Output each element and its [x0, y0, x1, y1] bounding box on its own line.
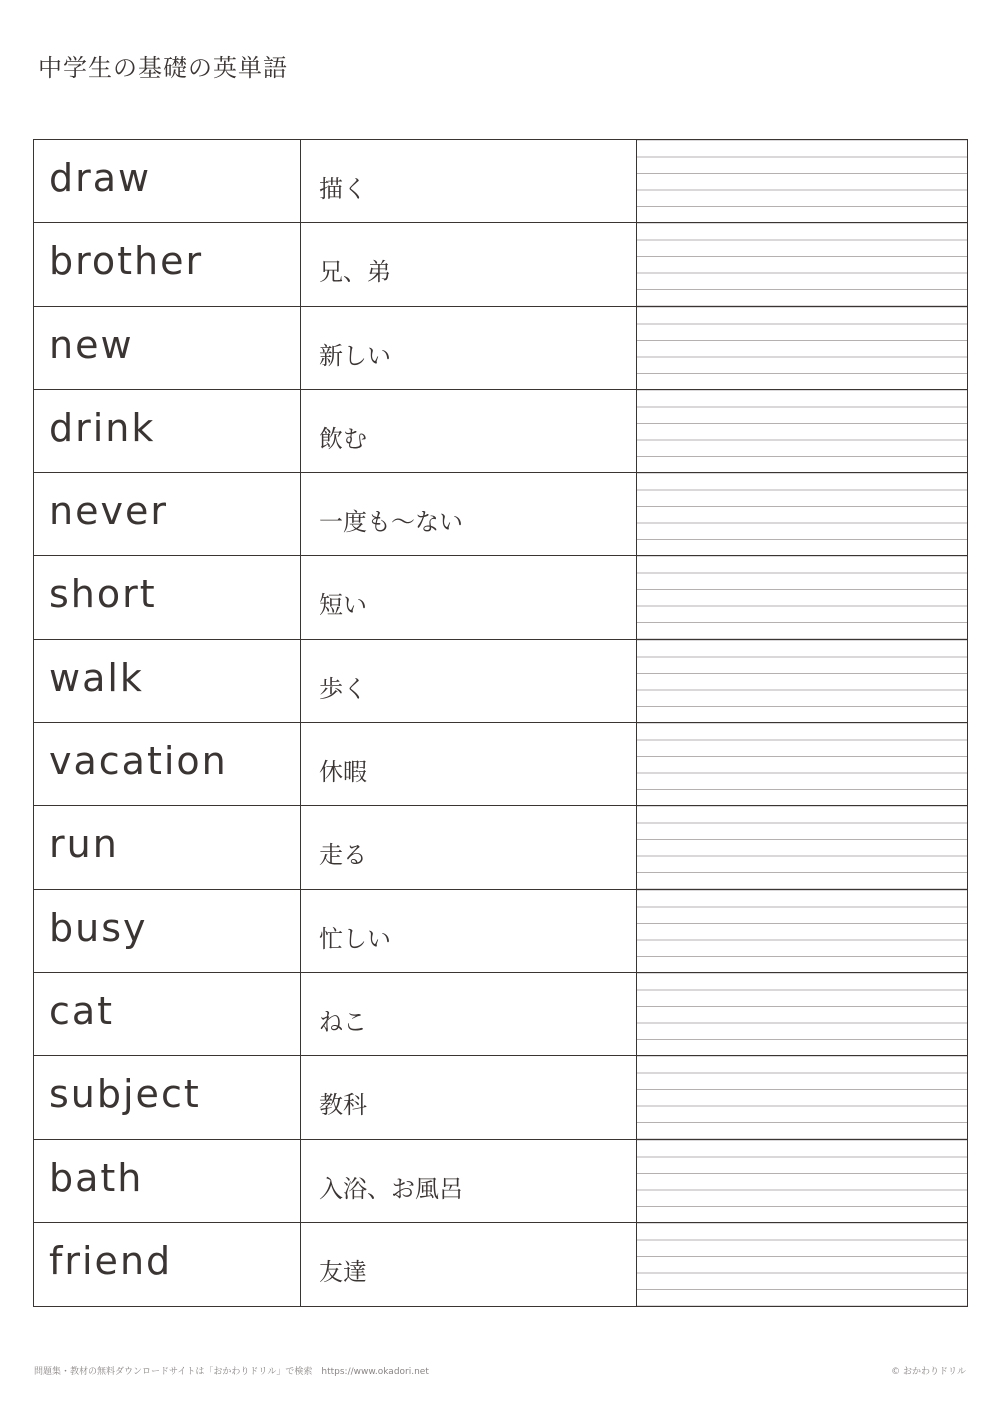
japanese-meaning: 飲む [301, 390, 637, 472]
writing-practice-area[interactable] [637, 140, 967, 222]
table-row [34, 890, 967, 973]
writing-practice-area[interactable] [637, 223, 967, 305]
table-row [34, 473, 967, 556]
writing-practice-area[interactable] [637, 1140, 967, 1222]
writing-practice-area[interactable] [637, 806, 967, 888]
table-row [34, 806, 967, 889]
footer-site-note: 問題集・教材の無料ダウンロードサイトは「おかわりドリル」で検索 https://www.okadori.net [34, 1367, 429, 1377]
vocabulary-table [33, 139, 968, 1307]
english-word: draw [34, 140, 301, 222]
japanese-meaning: 新しい [301, 307, 637, 389]
japanese-meaning: 忙しい [301, 890, 637, 972]
japanese-meaning: 描く [301, 140, 637, 222]
writing-practice-area[interactable] [637, 973, 967, 1055]
table-row [34, 640, 967, 723]
table-row [34, 307, 967, 390]
writing-practice-area[interactable] [637, 390, 967, 472]
english-word: friend [34, 1223, 301, 1306]
page-title: 中学生の基礎の英単語 [38, 54, 288, 82]
table-row [34, 223, 967, 306]
english-word: walk [34, 640, 301, 722]
english-word: busy [34, 890, 301, 972]
table-row [34, 723, 967, 806]
japanese-meaning: 一度も～ない [301, 473, 637, 555]
japanese-meaning: ねこ [301, 973, 637, 1055]
english-word: bath [34, 1140, 301, 1222]
footer-copyright: © おかわりドリル [891, 1367, 966, 1377]
japanese-meaning: 休暇 [301, 723, 637, 805]
writing-practice-area[interactable] [637, 473, 967, 555]
writing-practice-area[interactable] [637, 1223, 967, 1306]
table-row [34, 556, 967, 639]
writing-practice-area[interactable] [637, 1056, 967, 1138]
english-word: cat [34, 973, 301, 1055]
japanese-meaning: 歩く [301, 640, 637, 722]
japanese-meaning: 入浴、お風呂 [301, 1140, 637, 1222]
table-row [34, 140, 967, 223]
table-row [34, 1223, 967, 1306]
english-word: subject [34, 1056, 301, 1138]
table-row [34, 1056, 967, 1139]
table-row [34, 390, 967, 473]
english-word: brother [34, 223, 301, 305]
japanese-meaning: 短い [301, 556, 637, 638]
english-word: drink [34, 390, 301, 472]
writing-practice-area[interactable] [637, 723, 967, 805]
table-row [34, 973, 967, 1056]
english-word: never [34, 473, 301, 555]
writing-practice-area[interactable] [637, 556, 967, 638]
english-word: new [34, 307, 301, 389]
japanese-meaning: 走る [301, 806, 637, 888]
table-row [34, 1140, 967, 1223]
japanese-meaning: 教科 [301, 1056, 637, 1138]
japanese-meaning: 友達 [301, 1223, 637, 1306]
writing-practice-area[interactable] [637, 307, 967, 389]
writing-practice-area[interactable] [637, 640, 967, 722]
writing-practice-area[interactable] [637, 890, 967, 972]
japanese-meaning: 兄、弟 [301, 223, 637, 305]
english-word: vacation [34, 723, 301, 805]
english-word: run [34, 806, 301, 888]
english-word: short [34, 556, 301, 638]
